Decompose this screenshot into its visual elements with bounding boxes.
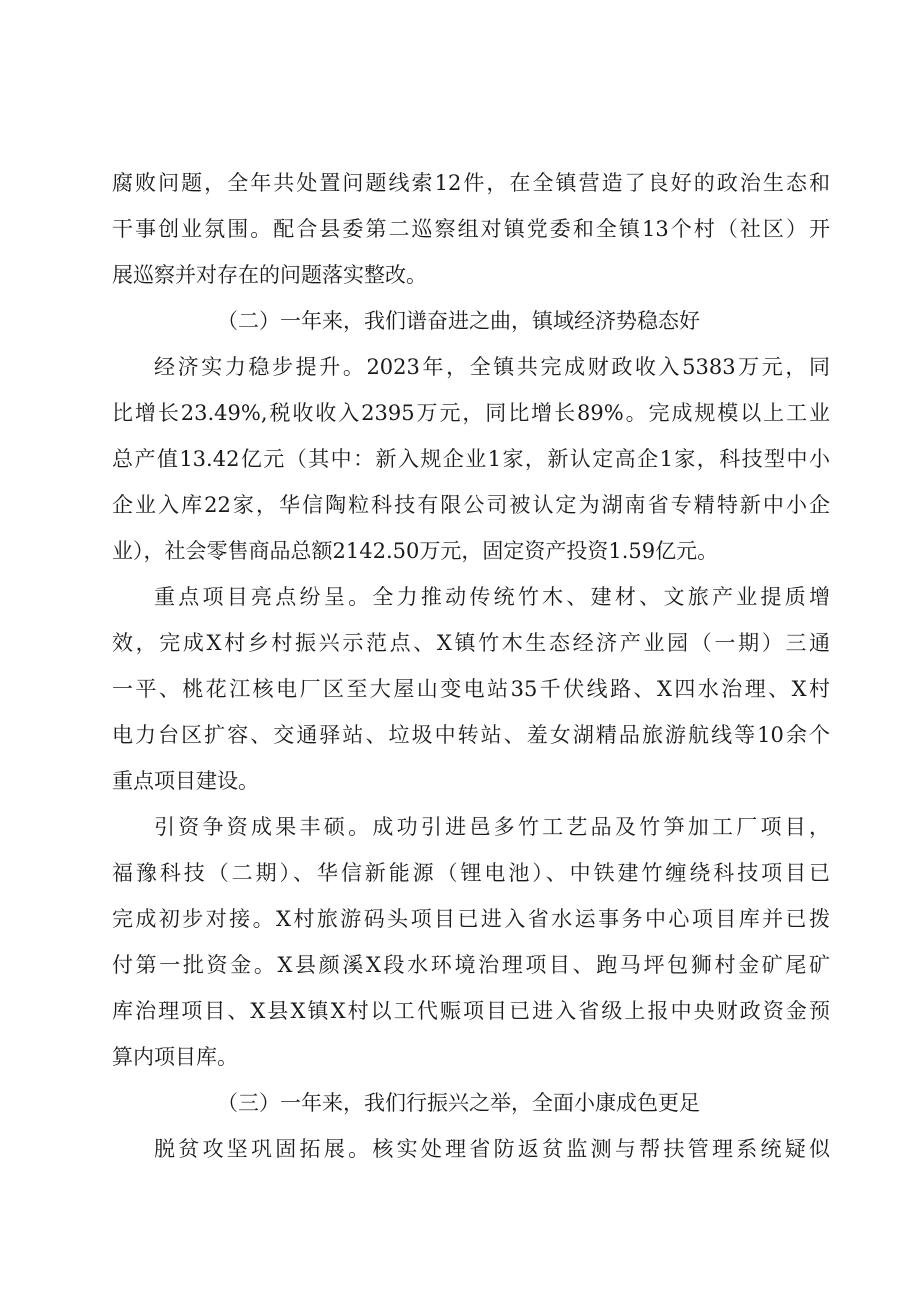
text-line: 干事创业氛围。配合县委第二巡察组对镇党委和全镇13个村（社区）开 <box>112 217 830 241</box>
text-line: 重点项目亮点纷呈。全力推动传统竹木、建材、文旅产业提质增 <box>154 585 830 609</box>
text-line: 业），社会零售商品总额2142.50万元，固定资产投资1.59亿元。 <box>112 539 719 563</box>
text-line: 腐败问题，全年共处置问题线索12件，在全镇营造了良好的政治生态和 <box>112 171 830 195</box>
section-heading-2 <box>112 298 830 344</box>
text-line: 重点项目建设。 <box>112 769 259 793</box>
text-line: 展巡察并对存在的问题落实整改。 <box>112 263 427 287</box>
paragraph-poverty-alleviation <box>112 1126 830 1172</box>
paragraph-key-projects <box>112 574 830 804</box>
text-line: 付第一批资金。X县颜溪X段水环境治理项目、跑马坪包狮村金矿尾矿 <box>112 953 830 977</box>
text-line: 企业入库22家，华信陶粒科技有限公司被认定为湖南省专精特新中小企 <box>112 493 830 517</box>
text-line: 总产值13.42亿元（其中：新入规企业1家，新认定高企1家，科技型中小 <box>112 447 830 471</box>
heading-line: （三）一年来，我们行振兴之举，全面小康成色更足 <box>217 1091 700 1115</box>
text-line: 效，完成X村乡村振兴示范点、X镇竹木生态经济产业园（一期）三通 <box>112 631 830 655</box>
document-body <box>112 160 830 1172</box>
text-line: 库治理项目、X县X镇X村以工代赈项目已进入省级上报中央财政资金预 <box>112 999 830 1023</box>
text-line: 一平、桃花江核电厂区至大屋山变电站35千伏线路、X四水治理、X村 <box>112 677 830 701</box>
paragraph-economy <box>112 344 830 574</box>
text-line: 电力台区扩容、交通驿站、垃圾中转站、羞女湖精品旅游航线等10余个 <box>112 723 830 747</box>
text-line: 经济实力稳步提升。2023年，全镇共完成财政收入5383万元，同 <box>154 355 830 379</box>
paragraph-discipline <box>112 160 830 298</box>
heading-line: （二）一年来，我们谱奋进之曲，镇域经济势稳态好 <box>217 309 700 333</box>
text-line: 福豫科技（二期）、华信新能源（锂电池）、中铁建竹缠绕科技项目已 <box>112 861 830 885</box>
text-line: 比增长23.49%,税收收入2395万元，同比增长89%。完成规模以上工业 <box>112 401 830 425</box>
text-line: 完成初步对接。X村旅游码头项目已进入省水运事务中心项目库并已拨 <box>112 907 830 931</box>
text-line: 算内项目库。 <box>112 1045 238 1069</box>
section-heading-3 <box>112 1080 830 1126</box>
text-line: 引资争资成果丰硕。成功引进邑多竹工艺品及竹笋加工厂项目， <box>154 815 830 839</box>
paragraph-investment <box>112 804 830 1080</box>
text-line: 脱贫攻坚巩固拓展。核实处理省防返贫监测与帮扶管理系统疑似 <box>154 1137 830 1161</box>
